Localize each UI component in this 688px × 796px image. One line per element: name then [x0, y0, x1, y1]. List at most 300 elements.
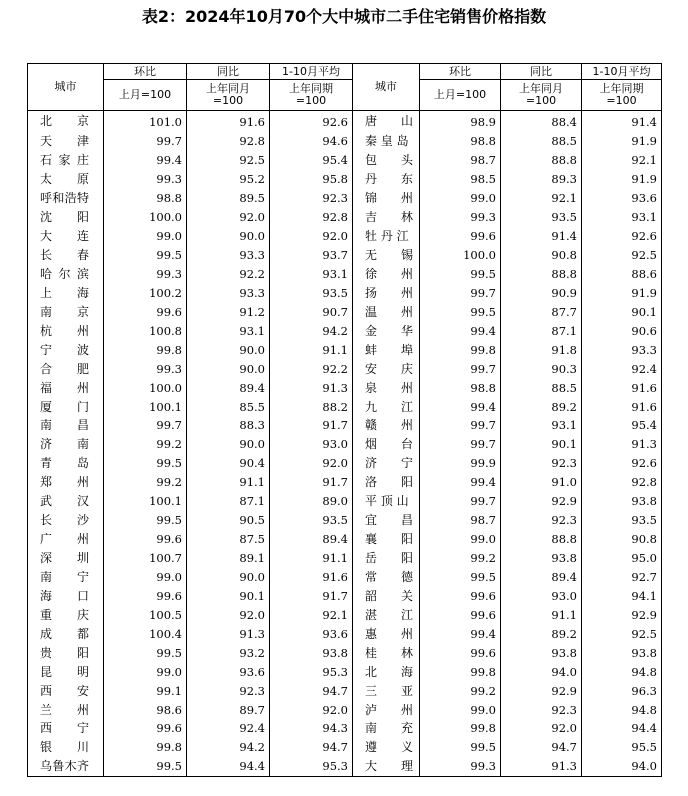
- mom-value-left: 99.0: [104, 568, 187, 587]
- table-row: [28, 643, 662, 662]
- city-name-left: 乌鲁木齐: [28, 757, 104, 776]
- avg-value-left: 92.6: [270, 111, 353, 132]
- mom-value-right: 99.3: [420, 757, 501, 776]
- mom-value-right: 99.7: [420, 416, 501, 435]
- table-row: [28, 321, 662, 340]
- yoy-value-right: 92.9: [501, 681, 582, 700]
- mom-value-left: 99.7: [104, 416, 187, 435]
- yoy-value-right: 93.5: [501, 208, 582, 227]
- yoy-value-left: 94.2: [187, 738, 270, 757]
- avg-value-right: 93.8: [582, 492, 662, 511]
- header-mom-left: 环比: [104, 64, 187, 80]
- yoy-value-right: 89.3: [501, 170, 582, 189]
- yoy-value-left: 91.3: [187, 624, 270, 643]
- mom-value-left: 99.7: [104, 132, 187, 151]
- mom-value-left: 99.8: [104, 738, 187, 757]
- avg-value-left: 90.7: [270, 302, 353, 321]
- city-name-left: 哈 尔 滨: [28, 265, 104, 284]
- avg-value-left: 93.6: [270, 624, 353, 643]
- mom-value-left: 99.0: [104, 662, 187, 681]
- city-name-right: 大 理: [353, 757, 420, 776]
- yoy-value-right: 92.3: [501, 511, 582, 530]
- yoy-value-right: 89.2: [501, 624, 582, 643]
- city-name-right: 秦 皇 岛: [365, 134, 409, 149]
- city-name-right: 南 充: [365, 721, 414, 736]
- table-row: [28, 208, 662, 227]
- table-body: [28, 111, 662, 777]
- mom-value-right: 99.7: [420, 283, 501, 302]
- table-row: [28, 662, 662, 681]
- mom-value-left: 100.1: [104, 397, 187, 416]
- yoy-value-right: 93.0: [501, 586, 582, 605]
- city-name-right: 北 海: [365, 664, 414, 679]
- header-yoy-base-right: [501, 80, 582, 111]
- city-name-left: 宁 波: [28, 340, 104, 359]
- mom-value-right: 99.4: [420, 624, 501, 643]
- city-name-left: 重 庆: [28, 605, 104, 624]
- table-row: [28, 605, 662, 624]
- yoy-value-left: 92.0: [187, 208, 270, 227]
- mom-value-right: 99.6: [420, 605, 501, 624]
- city-name-left: 郑 州: [28, 473, 104, 492]
- city-name-right: 三 亚: [365, 683, 414, 698]
- mom-value-left: 99.1: [104, 681, 187, 700]
- table-row: [28, 416, 662, 435]
- city-name-right: 泉 州: [365, 380, 414, 395]
- mom-value-left: 99.5: [104, 454, 187, 473]
- city-name-left: 海 口: [28, 586, 104, 605]
- city-name-left: 南 京: [28, 302, 104, 321]
- table-row: [28, 511, 662, 530]
- price-index-table: [27, 63, 662, 777]
- yoy-value-left: 92.4: [187, 719, 270, 738]
- yoy-value-right: 89.4: [501, 568, 582, 587]
- city-name-right: 赣 州: [365, 418, 414, 433]
- city-name-left: 长 沙: [28, 511, 104, 530]
- city-name-left: 西 安: [28, 681, 104, 700]
- yoy-value-right: 93.1: [501, 416, 582, 435]
- avg-value-right: 91.3: [582, 435, 662, 454]
- mom-value-left: 99.5: [104, 246, 187, 265]
- mom-value-right: 99.5: [420, 265, 501, 284]
- table-row: [28, 227, 662, 246]
- avg-value-right: 90.8: [582, 530, 662, 549]
- yoy-value-left: 91.6: [187, 111, 270, 132]
- table-row: [28, 302, 662, 321]
- table-row: [28, 151, 662, 170]
- avg-value-right: 91.4: [582, 111, 662, 132]
- yoy-value-right: 91.8: [501, 340, 582, 359]
- city-name-left: 太 原: [28, 170, 104, 189]
- mom-value-right: 99.4: [420, 473, 501, 492]
- yoy-value-right: 88.8: [501, 151, 582, 170]
- avg-value-right: 90.6: [582, 321, 662, 340]
- mom-value-right: 99.6: [420, 643, 501, 662]
- mom-value-right: 99.7: [420, 435, 501, 454]
- yoy-value-left: 89.5: [187, 189, 270, 208]
- city-name-right: 无 锡: [365, 248, 414, 263]
- yoy-value-left: 92.8: [187, 132, 270, 151]
- avg-value-left: 92.0: [270, 454, 353, 473]
- mom-value-right: 98.8: [420, 132, 501, 151]
- yoy-value-right: 92.3: [501, 700, 582, 719]
- table-row: [28, 265, 662, 284]
- mom-value-left: 99.5: [104, 511, 187, 530]
- yoy-value-right: 88.8: [501, 265, 582, 284]
- avg-value-left: 92.1: [270, 605, 353, 624]
- mom-value-left: 100.7: [104, 549, 187, 568]
- city-name-right: 包 头: [365, 153, 414, 168]
- avg-value-right: 94.4: [582, 719, 662, 738]
- mom-value-left: 99.0: [104, 227, 187, 246]
- yoy-value-right: 92.0: [501, 719, 582, 738]
- mom-value-left: 99.6: [104, 530, 187, 549]
- avg-value-left: 91.1: [270, 340, 353, 359]
- mom-value-left: 100.1: [104, 492, 187, 511]
- table-row: [28, 549, 662, 568]
- table-row: [28, 568, 662, 587]
- yoy-value-left: 88.3: [187, 416, 270, 435]
- city-name-right: 平 顶 山: [365, 494, 409, 509]
- table-row: [28, 738, 662, 757]
- yoy-value-left: 93.1: [187, 321, 270, 340]
- yoy-value-left: 90.0: [187, 227, 270, 246]
- city-name-right: 九 江: [365, 399, 414, 414]
- mom-value-right: 99.4: [420, 397, 501, 416]
- city-name-right: 扬 州: [365, 285, 414, 300]
- yoy-value-right: 90.9: [501, 283, 582, 302]
- table-title: 表2：2024年10月70个大中城市二手住宅销售价格指数: [141, 7, 547, 26]
- avg-value-right: 91.9: [582, 132, 662, 151]
- avg-value-right: 93.6: [582, 189, 662, 208]
- city-name-right: 桂 林: [365, 645, 414, 660]
- avg-value-left: 95.4: [270, 151, 353, 170]
- table-row: [28, 624, 662, 643]
- yoy-value-right: 90.8: [501, 246, 582, 265]
- yoy-value-left: 95.2: [187, 170, 270, 189]
- city-name-left: 广 州: [28, 530, 104, 549]
- city-name-right: 岳 阳: [365, 551, 414, 566]
- avg-value-left: 92.3: [270, 189, 353, 208]
- mom-value-left: 101.0: [104, 111, 187, 132]
- yoy-value-left: 92.5: [187, 151, 270, 170]
- mom-value-right: 99.2: [420, 681, 501, 700]
- header-yoy-base-line1: 上年同月: [519, 82, 563, 95]
- city-name-right: 宜 昌: [365, 513, 414, 528]
- city-name-left: 成 都: [28, 624, 104, 643]
- avg-value-right: 93.5: [582, 511, 662, 530]
- avg-value-left: 93.5: [270, 511, 353, 530]
- table-row: [28, 246, 662, 265]
- header-avg-base-line2: =100: [295, 94, 327, 107]
- yoy-value-left: 89.7: [187, 700, 270, 719]
- table-row: [28, 473, 662, 492]
- avg-value-left: 93.5: [270, 283, 353, 302]
- mom-value-right: 98.8: [420, 378, 501, 397]
- header-mom-base-right: 上月=100: [420, 80, 501, 111]
- header-yoy-base-line2: =100: [212, 94, 244, 107]
- yoy-value-right: 93.8: [501, 643, 582, 662]
- mom-value-right: 99.0: [420, 700, 501, 719]
- avg-value-left: 89.0: [270, 492, 353, 511]
- yoy-value-right: 88.4: [501, 111, 582, 132]
- header-mom-right: 环比: [420, 64, 501, 80]
- table-row: [28, 132, 662, 151]
- mom-value-left: 99.3: [104, 265, 187, 284]
- city-name-left: 呼和浩特: [28, 189, 104, 208]
- city-name-left: 南 宁: [28, 568, 104, 587]
- header-yoy-base-line2: =100: [525, 94, 557, 107]
- yoy-value-left: 93.6: [187, 662, 270, 681]
- mom-value-left: 99.6: [104, 302, 187, 321]
- header-avg-base-line1: 上年同期: [289, 82, 333, 95]
- mom-value-left: 98.8: [104, 189, 187, 208]
- city-name-right: 牡 丹 江: [365, 229, 409, 244]
- yoy-value-left: 87.5: [187, 530, 270, 549]
- header-yoy-base-left: [187, 80, 270, 111]
- avg-value-left: 91.3: [270, 378, 353, 397]
- city-name-right: 蚌 埠: [365, 342, 414, 357]
- avg-value-right: 91.6: [582, 378, 662, 397]
- table-row: [28, 700, 662, 719]
- avg-value-left: 92.2: [270, 359, 353, 378]
- table-row: [28, 681, 662, 700]
- city-name-right: 徐 州: [365, 266, 414, 281]
- avg-value-right: 94.8: [582, 700, 662, 719]
- mom-value-left: 100.0: [104, 208, 187, 227]
- yoy-value-left: 90.0: [187, 359, 270, 378]
- mom-value-left: 99.3: [104, 359, 187, 378]
- mom-value-left: 99.5: [104, 643, 187, 662]
- mom-value-right: 99.8: [420, 719, 501, 738]
- city-name-left: 北 京: [28, 111, 104, 132]
- mom-value-left: 99.6: [104, 586, 187, 605]
- avg-value-right: 94.1: [582, 586, 662, 605]
- city-name-left: 沈 阳: [28, 208, 104, 227]
- yoy-value-right: 92.1: [501, 189, 582, 208]
- avg-value-left: 94.7: [270, 681, 353, 700]
- header-city-right: 城市: [353, 64, 420, 111]
- avg-value-right: 95.0: [582, 549, 662, 568]
- mom-value-left: 100.5: [104, 605, 187, 624]
- city-name-left: 石 家 庄: [28, 151, 104, 170]
- city-name-right: 唐 山: [365, 114, 414, 129]
- yoy-value-right: 88.5: [501, 378, 582, 397]
- mom-value-left: 99.4: [104, 151, 187, 170]
- avg-value-left: 93.8: [270, 643, 353, 662]
- mom-value-right: 99.6: [420, 586, 501, 605]
- yoy-value-left: 93.3: [187, 283, 270, 302]
- mom-value-left: 99.3: [104, 170, 187, 189]
- yoy-value-left: 89.4: [187, 378, 270, 397]
- table-row: [28, 170, 662, 189]
- header-avg-left: 1-10月平均: [270, 64, 353, 80]
- mom-value-right: 98.5: [420, 170, 501, 189]
- table-row: [28, 757, 662, 776]
- table-row: [28, 530, 662, 549]
- avg-value-left: 91.7: [270, 416, 353, 435]
- table-row: [28, 189, 662, 208]
- table-row: [28, 359, 662, 378]
- mom-value-right: 99.9: [420, 454, 501, 473]
- yoy-value-left: 92.2: [187, 265, 270, 284]
- avg-value-left: 93.1: [270, 265, 353, 284]
- avg-value-left: 91.1: [270, 549, 353, 568]
- mom-value-right: 99.6: [420, 227, 501, 246]
- avg-value-right: 92.9: [582, 605, 662, 624]
- mom-value-right: 99.7: [420, 359, 501, 378]
- avg-value-left: 94.2: [270, 321, 353, 340]
- city-name-left: 大 连: [28, 227, 104, 246]
- city-name-right: 烟 台: [365, 437, 414, 452]
- city-name-right: 丹 东: [365, 172, 414, 187]
- table-row: [28, 454, 662, 473]
- yoy-value-left: 92.0: [187, 605, 270, 624]
- yoy-value-right: 88.5: [501, 132, 582, 151]
- mom-value-right: 98.7: [420, 151, 501, 170]
- city-name-right: 湛 江: [365, 607, 414, 622]
- avg-value-right: 91.9: [582, 170, 662, 189]
- table-row: [28, 283, 662, 302]
- mom-value-left: 100.2: [104, 283, 187, 302]
- yoy-value-right: 89.2: [501, 397, 582, 416]
- avg-value-left: 93.0: [270, 435, 353, 454]
- avg-value-left: 91.6: [270, 568, 353, 587]
- mom-value-right: 99.4: [420, 321, 501, 340]
- table-row: [28, 340, 662, 359]
- avg-value-right: 96.3: [582, 681, 662, 700]
- city-name-left: 福 州: [28, 378, 104, 397]
- city-name-right: 温 州: [365, 304, 414, 319]
- mom-value-right: 99.5: [420, 568, 501, 587]
- table-header: [28, 64, 662, 111]
- mom-value-left: 99.5: [104, 757, 187, 776]
- yoy-value-right: 91.4: [501, 227, 582, 246]
- avg-value-right: 92.7: [582, 568, 662, 587]
- yoy-value-right: 91.0: [501, 473, 582, 492]
- city-name-left: 贵 阳: [28, 643, 104, 662]
- avg-value-left: 95.8: [270, 170, 353, 189]
- city-name-right: 常 德: [365, 569, 414, 584]
- mom-value-right: 99.0: [420, 189, 501, 208]
- mom-value-right: 99.8: [420, 662, 501, 681]
- city-name-left: 合 肥: [28, 359, 104, 378]
- header-avg-base-line2: =100: [606, 94, 637, 107]
- table-row: [28, 586, 662, 605]
- city-name-left: 南 昌: [28, 416, 104, 435]
- yoy-value-left: 89.1: [187, 549, 270, 568]
- avg-value-right: 93.8: [582, 643, 662, 662]
- city-name-right: 惠 州: [365, 626, 414, 641]
- city-name-left: 兰 州: [28, 700, 104, 719]
- mom-value-left: 99.8: [104, 340, 187, 359]
- city-name-left: 武 汉: [28, 492, 104, 511]
- header-yoy-left: 同比: [187, 64, 270, 80]
- avg-value-left: 91.7: [270, 586, 353, 605]
- avg-value-right: 93.3: [582, 340, 662, 359]
- avg-value-right: 92.8: [582, 473, 662, 492]
- city-name-left: 济 南: [28, 435, 104, 454]
- city-name-right: 锦 州: [365, 191, 414, 206]
- avg-value-left: 89.4: [270, 530, 353, 549]
- yoy-value-right: 94.7: [501, 738, 582, 757]
- yoy-value-right: 91.3: [501, 757, 582, 776]
- yoy-value-left: 92.3: [187, 681, 270, 700]
- yoy-value-left: 91.2: [187, 302, 270, 321]
- table-row: [28, 111, 662, 132]
- city-name-right: 襄 阳: [365, 532, 414, 547]
- avg-value-right: 92.5: [582, 246, 662, 265]
- mom-value-right: 100.0: [420, 246, 501, 265]
- city-name-right: 金 华: [365, 323, 414, 338]
- yoy-value-right: 88.8: [501, 530, 582, 549]
- city-name-right: 济 宁: [365, 456, 414, 471]
- yoy-value-right: 87.1: [501, 321, 582, 340]
- mom-value-right: 99.3: [420, 208, 501, 227]
- city-name-left: 银 川: [28, 738, 104, 757]
- yoy-value-left: 90.4: [187, 454, 270, 473]
- yoy-value-left: 90.0: [187, 340, 270, 359]
- header-avg-base-left: [270, 80, 353, 111]
- yoy-value-right: 92.9: [501, 492, 582, 511]
- avg-value-left: 92.8: [270, 208, 353, 227]
- city-name-left: 上 海: [28, 283, 104, 302]
- mom-value-right: 98.7: [420, 511, 501, 530]
- avg-value-left: 94.6: [270, 132, 353, 151]
- yoy-value-right: 90.3: [501, 359, 582, 378]
- city-name-left: 杭 州: [28, 321, 104, 340]
- mom-value-left: 100.0: [104, 378, 187, 397]
- yoy-value-right: 92.3: [501, 454, 582, 473]
- city-name-right: 吉 林: [365, 210, 414, 225]
- mom-value-left: 100.4: [104, 624, 187, 643]
- avg-value-right: 93.1: [582, 208, 662, 227]
- city-name-left: 昆 明: [28, 662, 104, 681]
- yoy-value-left: 93.3: [187, 246, 270, 265]
- header-yoy-right: 同比: [501, 64, 582, 80]
- yoy-value-right: 90.1: [501, 435, 582, 454]
- table-row: [28, 378, 662, 397]
- table-row: [28, 492, 662, 511]
- header-yoy-base-line1: 上年同月: [206, 82, 250, 95]
- avg-value-left: 88.2: [270, 397, 353, 416]
- mom-value-right: 99.8: [420, 340, 501, 359]
- mom-value-left: 99.6: [104, 719, 187, 738]
- avg-value-left: 93.7: [270, 246, 353, 265]
- avg-value-right: 92.5: [582, 624, 662, 643]
- mom-value-right: 99.5: [420, 302, 501, 321]
- table-row: [28, 397, 662, 416]
- mom-value-left: 98.6: [104, 700, 187, 719]
- avg-value-right: 94.0: [582, 757, 662, 776]
- city-name-right: 韶 关: [365, 588, 414, 603]
- mom-value-right: 98.9: [420, 111, 501, 132]
- avg-value-right: 90.1: [582, 302, 662, 321]
- yoy-value-left: 87.1: [187, 492, 270, 511]
- yoy-value-left: 90.1: [187, 586, 270, 605]
- yoy-value-left: 91.1: [187, 473, 270, 492]
- avg-value-right: 91.6: [582, 397, 662, 416]
- city-name-right: 安 庆: [365, 361, 414, 376]
- mom-value-right: 99.5: [420, 738, 501, 757]
- yoy-value-left: 93.2: [187, 643, 270, 662]
- header-avg-base-right: [582, 80, 662, 111]
- city-name-right: 遵 义: [365, 740, 414, 755]
- header-mom-base-left: 上月=100: [104, 80, 187, 111]
- mom-value-left: 99.2: [104, 473, 187, 492]
- city-name-right: 洛 阳: [365, 475, 414, 490]
- avg-value-left: 95.3: [270, 662, 353, 681]
